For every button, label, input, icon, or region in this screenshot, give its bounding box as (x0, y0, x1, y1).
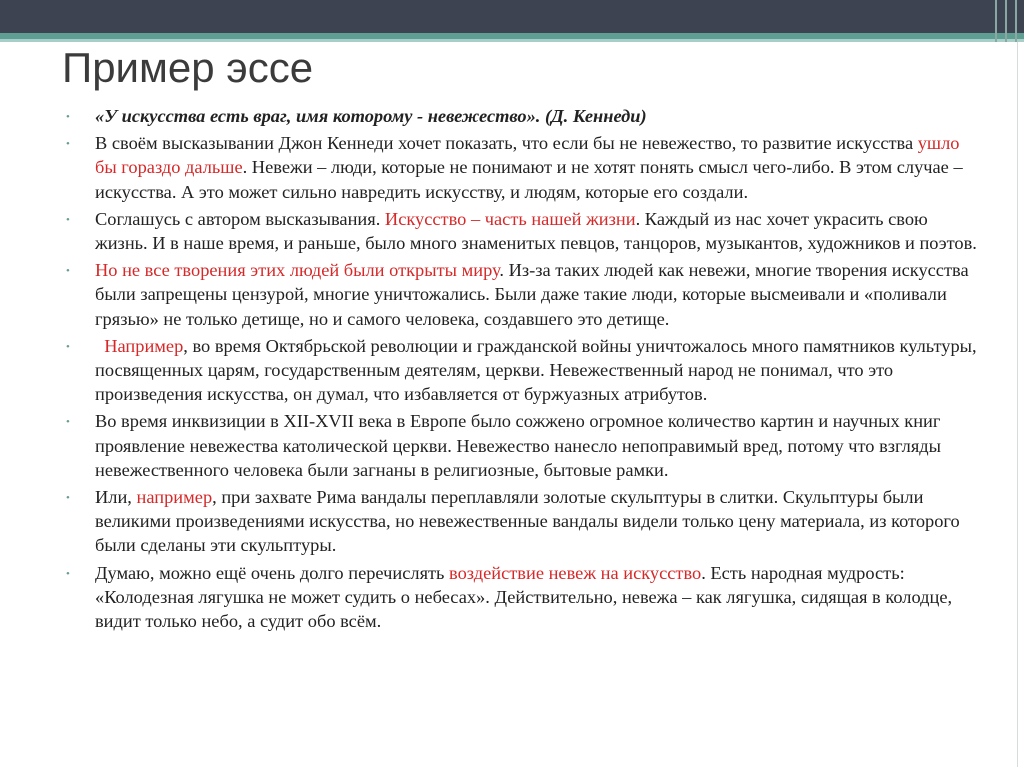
header-bar (0, 0, 1024, 33)
bullet-text: Соглашусь с автором высказывания. (95, 208, 385, 229)
epigraph-quote: «У искусства есть враг, имя которому - невежество». (Д. Кеннеди) (95, 106, 647, 126)
highlighted-text: Но не все творения этих людей были открыты миру (95, 260, 500, 281)
highlighted-text: Искусство – часть нашей жизни (384, 208, 636, 229)
bullet-item (66, 131, 984, 204)
bullet-icon: • (66, 492, 70, 505)
bullet-icon: • (66, 416, 70, 429)
bullet-text: . Каждый из нас хочет украсить свою жизнь. И в наше время, и раньше, было много знаменитых певцов, танцоров, музыкантов, художников и поэтов. (95, 208, 977, 254)
bullet-text: Или, (95, 487, 137, 508)
bullet-icon: • (66, 111, 70, 123)
right-border-line (1017, 42, 1018, 767)
bullet-text: В своём высказывании Джон Кеннеди хочет показать, что если бы не невежество, то развитие искусства (95, 133, 918, 154)
bullet-item (66, 334, 984, 407)
bullet-item (66, 207, 984, 255)
bullet-item (66, 561, 984, 634)
bullet-list (66, 104, 984, 636)
bullet-text: , при захвате Рима вандалы переплавляли золотые скульптуры в слитки. Скульптуры были великими произведениями искусства, но невежественные вандалы видели только цену материала, из которого были сделаны эти скульптуры. (95, 487, 960, 556)
bullet-text: Во время инквизиции в XII-XVII века в Европе было сожжено огромное количество картин и научных книг проявление невежества католической церкви. Невежество нанесло непоправимый вред, потому что взгляды невежественного человека были загнаны в религиозные, бытовые рамки. (95, 411, 942, 480)
bullet-item (66, 485, 984, 558)
bullet-icon: • (66, 265, 70, 278)
bullet-text: . Невежи – люди, которые не понимают и не хотят понять смысл чего-либо. В этом случае – искусства. А это может сильно навредить искусству, и людям, которые его создали. (95, 157, 963, 202)
bullet-icon: • (66, 567, 70, 580)
slide-title: Пример эссе (62, 44, 314, 91)
highlighted-text: Например (104, 335, 184, 356)
accent-stripe-light (0, 39, 1024, 42)
bullet-text: Думаю, можно ещё очень долго перечислять (95, 562, 450, 583)
bullet-icon: • (66, 138, 70, 151)
bullet-text: . Есть народная мудрость: «Колодезная лягушка не может судить о небесах». Действительно, невежа – как лягушка, сидящая в колодце, видит только небо, а судит обо всём. (95, 562, 953, 632)
bullet-text (95, 336, 104, 356)
bullet-text: . Из-за таких людей как невежи, многие творения искусства были запрещены цензурой, многие уничтожались. Были даже такие люди, которые высмеивали и «поливали грязью» не только детище, но и самого человека, создавшего это детище. (95, 260, 969, 329)
bullet-item (66, 104, 984, 128)
decorative-lines (984, 0, 1024, 42)
highlighted-text: ушло бы гораздо дальше (95, 133, 960, 178)
highlighted-text: например (136, 487, 213, 508)
bullet-item (66, 409, 984, 482)
highlighted-text: воздействие невеж на искусство (449, 562, 702, 583)
bullet-icon: • (66, 213, 70, 226)
bullet-item (66, 258, 984, 331)
bullet-icon: • (66, 340, 70, 353)
bullet-text: , во время Октябрьской революции и гражданской войны уничтожалось много памятников культуры, посвященных царям, государственным деятелям, церкви. Невежественный народ не понимал, что это произведения искусства, он думал, что избавляется от буржуазных атрибутов. (95, 335, 977, 405)
